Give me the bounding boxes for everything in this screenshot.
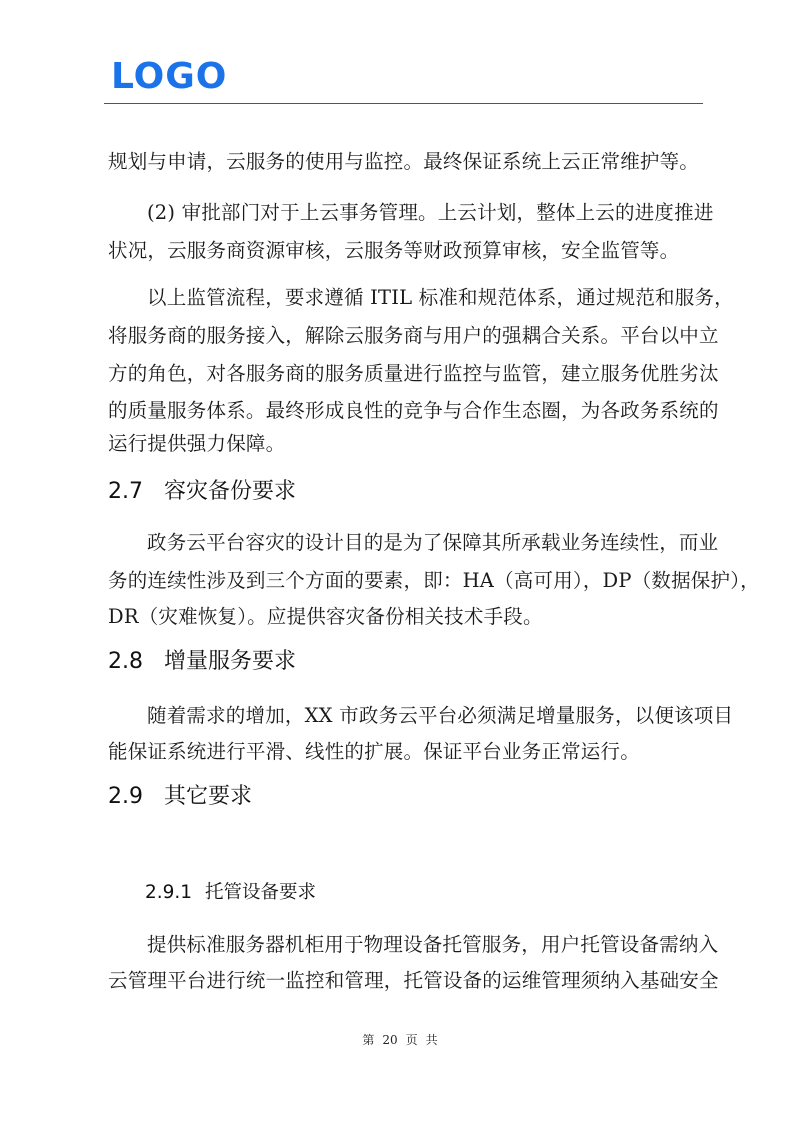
footer-prefix: 第 — [362, 1033, 375, 1047]
paragraph-line: 云管理平台进行统一监控和管理，托管设备的运维管理须纳入基础安全 — [108, 969, 719, 992]
section-number: 2.7 — [108, 479, 143, 504]
subsection-heading — [145, 880, 316, 906]
section-title: 增量服务要求 — [164, 649, 297, 674]
paragraph-line: 以上监管流程，要求遵循 ITIL 标准和规范体系，通过规范和服务， — [147, 286, 734, 309]
paragraph-line: 规划与申请，云服务的使用与监控。最终保证系统上云正常维护等。 — [108, 150, 700, 173]
section-title: 其它要求 — [164, 784, 253, 809]
section-heading — [108, 648, 296, 676]
paragraph-line: 方的角色，对各服务商的服务质量进行监控与监管，建立服务优胜劣汰 — [108, 362, 719, 385]
footer-suffix: 共 — [425, 1033, 438, 1047]
page-number: 20 — [382, 1033, 398, 1047]
section-heading — [108, 478, 296, 506]
subsection-title: 托管设备要求 — [205, 882, 317, 903]
header-divider — [104, 103, 703, 104]
footer-mid: 页 — [405, 1033, 418, 1047]
paragraph-line: (2) 审批部门对于上云事务管理。上云计划，整体上云的进度推进 — [147, 201, 714, 224]
paragraph-line: DR（灾难恢复）。应提供容灾备份相关技术手段。 — [108, 605, 543, 628]
section-heading — [108, 783, 252, 811]
paragraph-line: 提供标准服务器机柜用于物理设备托管服务，用户托管设备需纳入 — [147, 933, 719, 956]
paragraph-line: 状况，云服务商资源审核，云服务等财政预算审核，安全监管等。 — [108, 239, 680, 262]
paragraph-line: 政务云平台容灾的设计目的是为了保障其所承载业务连续性，而业 — [147, 531, 719, 554]
paragraph-line: 运行提供强力保障。 — [108, 432, 286, 455]
paragraph-line: 的质量服务体系。最终形成良性的竞争与合作生态圈，为各政务系统的 — [108, 399, 719, 422]
paragraph-line: 务的连续性涉及到三个方面的要素，即：HA（高可用），DP（数据保护）， — [108, 569, 760, 592]
logo — [111, 56, 228, 97]
subsection-number: 2.9.1 — [145, 882, 193, 903]
section-number: 2.8 — [108, 649, 143, 674]
logo-text: LOGO — [111, 56, 228, 97]
paragraph-line: 能保证系统进行平滑、线性的扩展。保证平台业务正常运行。 — [108, 740, 640, 763]
page-footer — [0, 1031, 800, 1048]
section-title: 容灾备份要求 — [164, 479, 297, 504]
section-number: 2.9 — [108, 784, 143, 809]
paragraph-line: 随着需求的增加，XX 市政务云平台必须满足增量服务，以便该项目 — [147, 704, 734, 727]
paragraph-line: 将服务商的服务接入，解除云服务商与用户的强耦合关系。平台以中立 — [108, 324, 719, 347]
